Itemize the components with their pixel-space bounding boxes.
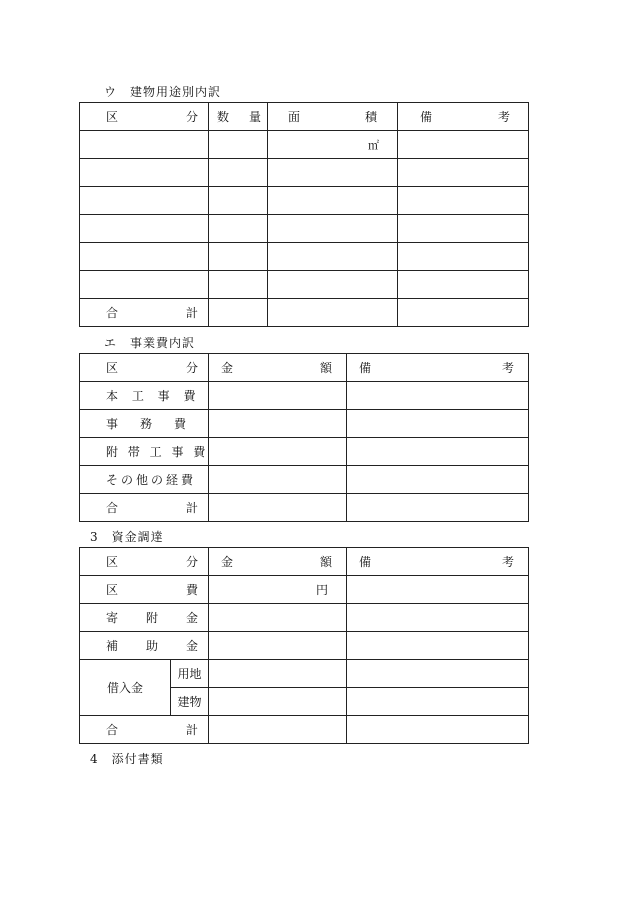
- table-row: [80, 243, 529, 271]
- input-cell[interactable]: [347, 576, 529, 604]
- input-cell[interactable]: [398, 271, 529, 299]
- row-label: 区 費: [80, 576, 209, 604]
- total-row: [80, 299, 529, 327]
- input-cell[interactable]: [268, 159, 398, 187]
- total-label: 合 計: [80, 716, 209, 744]
- funding-table: [79, 547, 529, 744]
- input-cell[interactable]: [209, 271, 268, 299]
- input-cell[interactable]: [268, 215, 398, 243]
- header-suryo: 数 量: [209, 103, 268, 131]
- header-kingaku: 金 額: [209, 354, 347, 382]
- input-cell[interactable]: [268, 243, 398, 271]
- input-cell[interactable]: [398, 299, 529, 327]
- table-row: [80, 410, 529, 438]
- input-cell[interactable]: [209, 688, 347, 716]
- input-cell[interactable]: [268, 131, 398, 159]
- input-cell[interactable]: [209, 466, 347, 494]
- input-cell[interactable]: [347, 660, 529, 688]
- borrow-sub-label: 用地: [171, 660, 209, 688]
- row-label: 補 助 金: [80, 632, 209, 660]
- input-cell[interactable]: [209, 410, 347, 438]
- header-menseki: 面 積: [268, 103, 398, 131]
- table-row: [80, 215, 529, 243]
- total-row: [80, 494, 529, 522]
- row-label: 附 帯 工 事 費: [80, 438, 209, 466]
- input-cell[interactable]: [80, 215, 209, 243]
- project-cost-table: [79, 353, 529, 522]
- section-title-project-cost: エ 事業費内訳: [104, 336, 196, 350]
- input-cell[interactable]: [209, 382, 347, 410]
- input-cell[interactable]: [398, 159, 529, 187]
- input-cell[interactable]: [80, 187, 209, 215]
- section-title-attachments: 4 添付書類: [90, 752, 164, 766]
- section-title-building-use: ウ 建物用途別内訳: [104, 85, 222, 99]
- unit-yen: 円: [315, 583, 328, 597]
- header-kingaku: 金 額: [209, 548, 347, 576]
- input-cell[interactable]: [80, 131, 209, 159]
- input-cell[interactable]: [209, 604, 347, 632]
- table-row: [80, 576, 529, 604]
- input-cell[interactable]: [209, 632, 347, 660]
- input-cell[interactable]: [268, 187, 398, 215]
- input-cell[interactable]: [347, 494, 529, 522]
- input-cell[interactable]: [209, 716, 347, 744]
- input-cell[interactable]: [398, 215, 529, 243]
- input-cell[interactable]: [347, 466, 529, 494]
- input-cell[interactable]: [209, 187, 268, 215]
- input-cell[interactable]: [347, 716, 529, 744]
- input-cell[interactable]: [347, 410, 529, 438]
- table-row: [80, 159, 529, 187]
- table-row: [80, 382, 529, 410]
- table-row: [80, 604, 529, 632]
- input-cell[interactable]: [209, 576, 347, 604]
- input-cell[interactable]: [347, 438, 529, 466]
- input-cell[interactable]: [209, 438, 347, 466]
- borrow-label: 借入金: [80, 660, 171, 716]
- building-use-table: [79, 102, 529, 327]
- table-row: [80, 187, 529, 215]
- input-cell[interactable]: [347, 632, 529, 660]
- header-kubun: 区 分: [80, 548, 209, 576]
- table-row: [80, 131, 529, 159]
- header-biko: 備 考: [347, 354, 529, 382]
- table-header-row: [80, 548, 529, 576]
- input-cell[interactable]: [209, 243, 268, 271]
- input-cell[interactable]: [209, 494, 347, 522]
- table-row: [80, 466, 529, 494]
- row-label: その他の経費: [80, 466, 209, 494]
- input-cell[interactable]: [398, 243, 529, 271]
- header-kubun: 区 分: [80, 103, 209, 131]
- header-kubun: 区 分: [80, 354, 209, 382]
- borrow-sub-label: 建物: [171, 688, 209, 716]
- input-cell[interactable]: [209, 299, 268, 327]
- table-row: [80, 271, 529, 299]
- total-label: 合 計: [80, 299, 209, 327]
- input-cell[interactable]: [398, 187, 529, 215]
- input-cell[interactable]: [347, 382, 529, 410]
- input-cell[interactable]: [209, 159, 268, 187]
- input-cell[interactable]: [209, 660, 347, 688]
- table-row: [80, 438, 529, 466]
- table-header-row: [80, 103, 529, 131]
- header-biko: 備 考: [347, 548, 529, 576]
- total-row: [80, 716, 529, 744]
- input-cell[interactable]: [80, 159, 209, 187]
- table-row: [80, 660, 529, 688]
- row-label: 寄 附 金: [80, 604, 209, 632]
- input-cell[interactable]: [209, 131, 268, 159]
- input-cell[interactable]: [268, 299, 398, 327]
- input-cell[interactable]: [347, 688, 529, 716]
- total-label: 合 計: [80, 494, 209, 522]
- input-cell[interactable]: [80, 271, 209, 299]
- unit-square-meter: ㎡: [368, 138, 379, 152]
- row-label: 事 務 費: [80, 410, 209, 438]
- header-biko: 備 考: [398, 103, 529, 131]
- input-cell[interactable]: [268, 271, 398, 299]
- table-header-row: [80, 354, 529, 382]
- input-cell[interactable]: [398, 131, 529, 159]
- table-row: [80, 632, 529, 660]
- input-cell[interactable]: [347, 604, 529, 632]
- section-title-funding: 3 資金調達: [90, 530, 164, 544]
- row-label: 本 工 事 費: [80, 382, 209, 410]
- input-cell[interactable]: [209, 215, 268, 243]
- input-cell[interactable]: [80, 243, 209, 271]
